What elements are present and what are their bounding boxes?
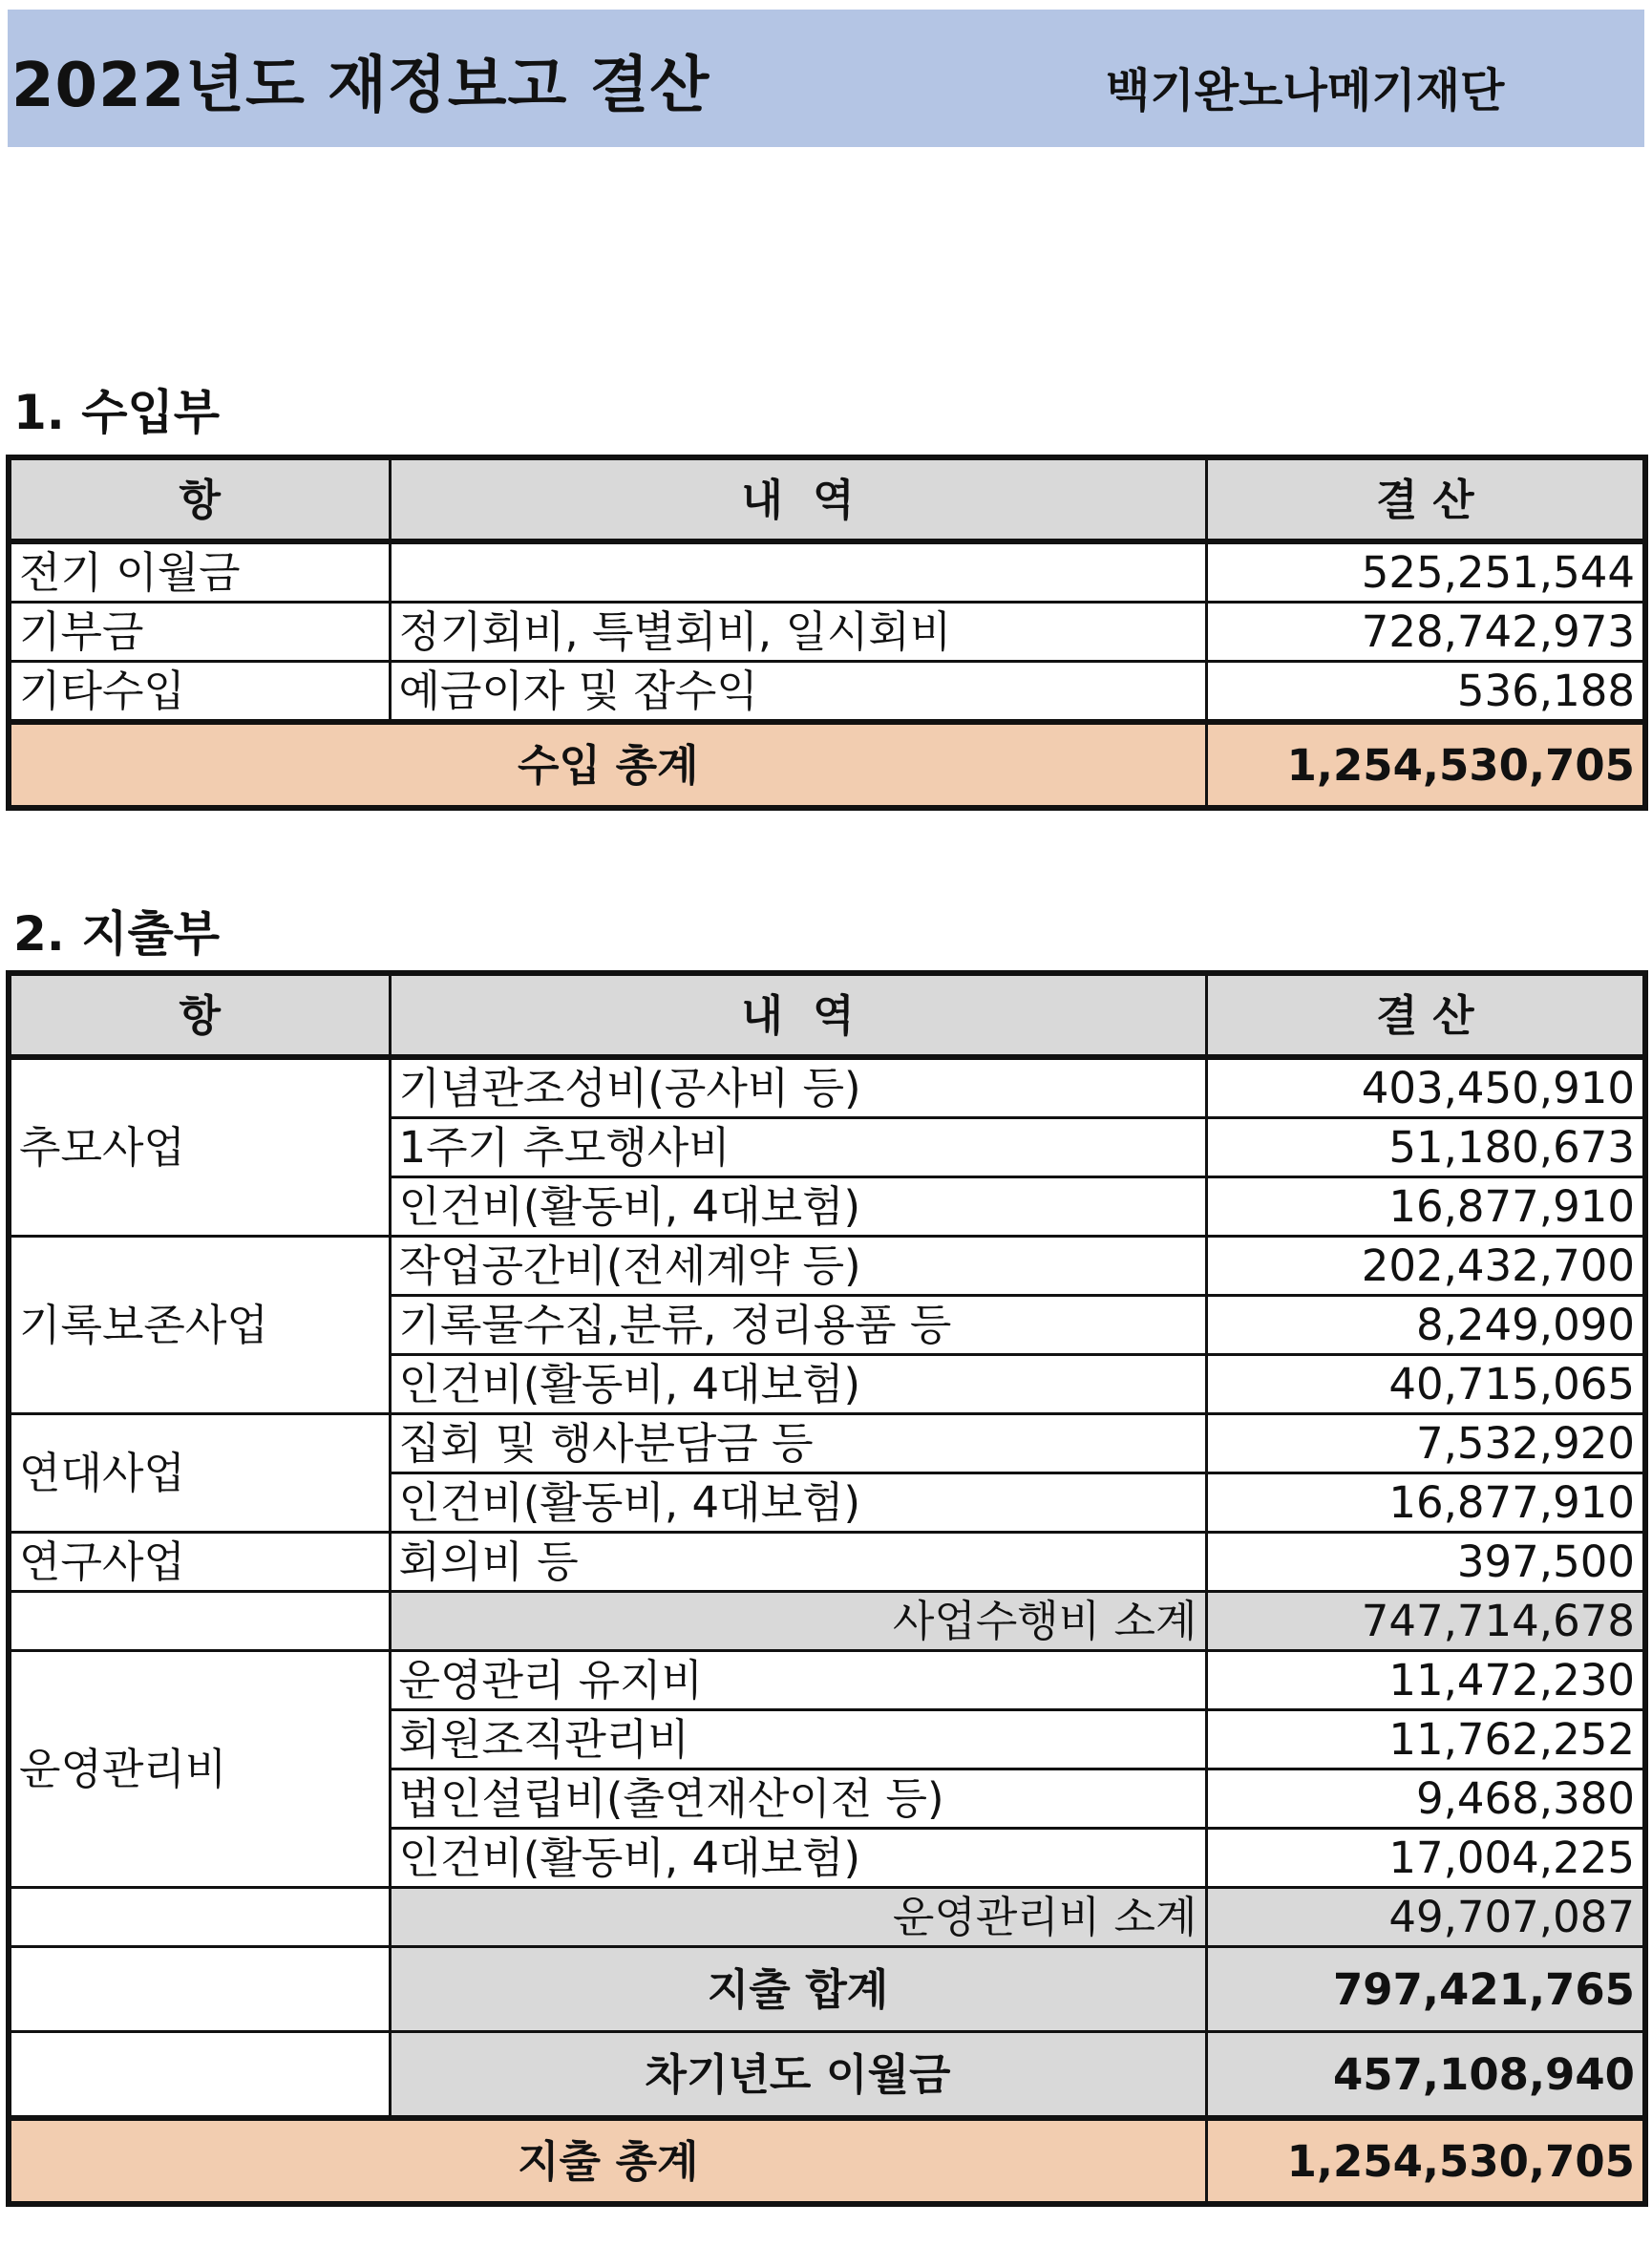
page-title: 2022년도 재정보고 결산 xyxy=(11,51,710,121)
table-row xyxy=(9,1651,1645,1710)
income-header-amount: 결 산 xyxy=(1206,457,1645,541)
carryover-amount: 457,108,940 xyxy=(1206,2032,1645,2119)
operations-subtotal-amount: 49,707,087 xyxy=(1206,1888,1645,1947)
expense-total-amount: 1,254,530,705 xyxy=(1206,2118,1645,2204)
operations-subtotal-label: 운영관리비 소계 xyxy=(390,1888,1206,1947)
expense-detail: 인건비(활동비, 4대보험) xyxy=(390,1829,1206,1888)
carryover-label: 차기년도 이월금 xyxy=(390,2032,1206,2119)
expense-sum-label: 지출 합계 xyxy=(390,1947,1206,2032)
operations-subtotal-row xyxy=(9,1888,1645,1947)
expense-detail: 인건비(활동비, 4대보험) xyxy=(390,1473,1206,1533)
income-total-amount: 1,254,530,705 xyxy=(1206,722,1645,808)
expense-amount: 16,877,910 xyxy=(1206,1177,1645,1237)
expense-detail: 기록물수집,분류, 정리용품 등 xyxy=(390,1296,1206,1355)
expense-item: 기록보존사업 xyxy=(9,1237,390,1414)
expense-detail: 기념관조성비(공사비 등) xyxy=(390,1057,1206,1118)
expense-amount: 7,532,920 xyxy=(1206,1414,1645,1473)
table-row xyxy=(9,1533,1645,1592)
income-section-title: 1. 수입부 xyxy=(13,385,221,440)
table-row xyxy=(9,1414,1645,1473)
expense-header-detail: 내 역 xyxy=(390,973,1206,1057)
income-detail xyxy=(390,541,1206,603)
expense-amount: 16,877,910 xyxy=(1206,1473,1645,1533)
empty-cell xyxy=(9,2032,390,2119)
expense-amount: 51,180,673 xyxy=(1206,1118,1645,1177)
expense-amount: 9,468,380 xyxy=(1206,1769,1645,1829)
income-detail: 정기회비, 특별회비, 일시회비 xyxy=(390,603,1206,662)
expense-detail: 회원조직관리비 xyxy=(390,1710,1206,1769)
empty-cell xyxy=(9,1888,390,1947)
empty-cell xyxy=(9,1947,390,2032)
expense-detail: 인건비(활동비, 4대보험) xyxy=(390,1177,1206,1237)
income-item: 기타수입 xyxy=(9,662,390,723)
income-amount: 728,742,973 xyxy=(1206,603,1645,662)
expense-detail: 회의비 등 xyxy=(390,1533,1206,1592)
expense-total-label: 지출 총계 xyxy=(9,2118,1206,2204)
expense-detail: 법인설립비(출연재산이전 등) xyxy=(390,1769,1206,1829)
business-subtotal-amount: 747,714,678 xyxy=(1206,1592,1645,1651)
expense-item: 추모사업 xyxy=(9,1057,390,1237)
expense-amount: 40,715,065 xyxy=(1206,1355,1645,1414)
expense-item: 운영관리비 xyxy=(9,1651,390,1888)
income-table xyxy=(6,455,1648,811)
expense-section-title: 2. 지출부 xyxy=(13,906,221,962)
income-total-label: 수입 총계 xyxy=(9,722,1206,808)
expense-amount: 403,450,910 xyxy=(1206,1057,1645,1118)
table-row xyxy=(9,541,1645,603)
empty-cell xyxy=(9,1592,390,1651)
table-row xyxy=(9,603,1645,662)
expense-amount: 8,249,090 xyxy=(1206,1296,1645,1355)
carryover-row xyxy=(9,2032,1645,2119)
table-row xyxy=(9,662,1645,723)
expense-item: 연구사업 xyxy=(9,1533,390,1592)
expense-sum-amount: 797,421,765 xyxy=(1206,1947,1645,2032)
expense-detail: 작업공간비(전세계약 등) xyxy=(390,1237,1206,1296)
expense-amount: 17,004,225 xyxy=(1206,1829,1645,1888)
expense-detail: 운영관리 유지비 xyxy=(390,1651,1206,1710)
table-row xyxy=(9,1237,1645,1296)
income-amount: 525,251,544 xyxy=(1206,541,1645,603)
expense-amount: 397,500 xyxy=(1206,1533,1645,1592)
expense-header-item: 항 xyxy=(9,973,390,1057)
expense-header-amount: 결 산 xyxy=(1206,973,1645,1057)
expense-total-row xyxy=(9,2118,1645,2204)
expense-amount: 202,432,700 xyxy=(1206,1237,1645,1296)
income-header-item: 항 xyxy=(9,457,390,541)
business-subtotal-row xyxy=(9,1592,1645,1651)
expense-detail: 인건비(활동비, 4대보험) xyxy=(390,1355,1206,1414)
income-amount: 536,188 xyxy=(1206,662,1645,723)
income-total-row xyxy=(9,722,1645,808)
table-row xyxy=(9,1057,1645,1118)
organization-name: 백기완노나메기재단 xyxy=(1106,64,1505,117)
income-header-detail: 내 역 xyxy=(390,457,1206,541)
expense-sum-row xyxy=(9,1947,1645,2032)
expense-detail: 1주기 추모행사비 xyxy=(390,1118,1206,1177)
expense-amount: 11,762,252 xyxy=(1206,1710,1645,1769)
business-subtotal-label: 사업수행비 소계 xyxy=(390,1592,1206,1651)
expense-item: 연대사업 xyxy=(9,1414,390,1533)
expense-amount: 11,472,230 xyxy=(1206,1651,1645,1710)
income-detail: 예금이자 및 잡수익 xyxy=(390,662,1206,723)
income-item: 전기 이월금 xyxy=(9,541,390,603)
expense-table xyxy=(6,970,1648,2207)
expense-detail: 집회 및 행사분담금 등 xyxy=(390,1414,1206,1473)
income-item: 기부금 xyxy=(9,603,390,662)
